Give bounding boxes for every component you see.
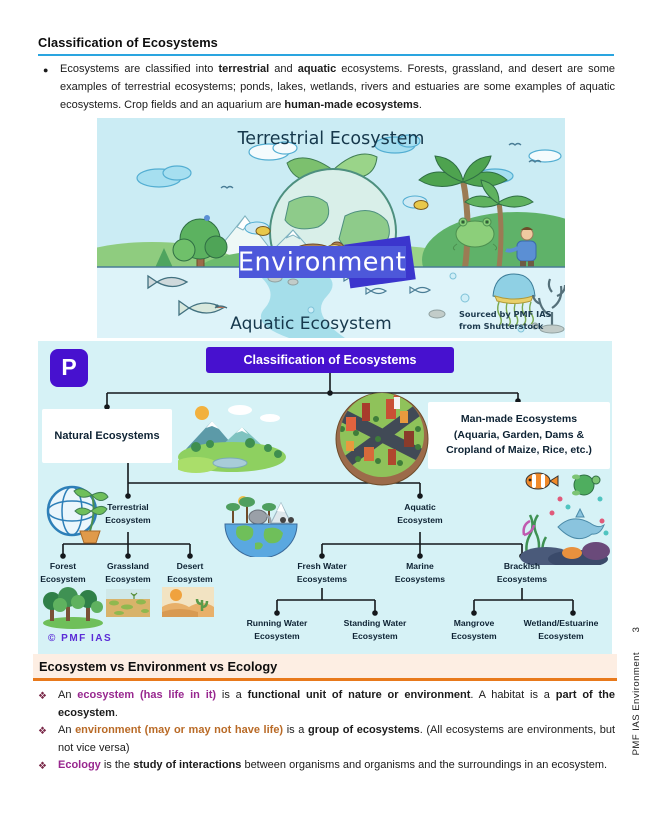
environment-label: Environment — [237, 247, 407, 278]
dolphin-icon — [558, 509, 604, 539]
bullet-ecology: ❖ Ecology is the study of interactions between organisms and organisms and the surroundings in an ecosystem. — [38, 757, 615, 776]
city-globe-illustration — [334, 391, 430, 487]
earth-wildlife-illustration — [221, 491, 301, 557]
node-mangrove-ecosystem: Mangrove Ecosystem — [451, 618, 497, 641]
section1-bullet — [38, 60, 615, 114]
grassland-thumbnail — [106, 589, 150, 617]
forest-thumbnail — [42, 587, 104, 629]
flowchart-copyright: © PMF IAS — [48, 633, 113, 644]
ecosystem-illustration — [97, 118, 565, 338]
bullet-environment: ❖ An environment (may or may not have life) is a group of ecosystems. (All ecosystems are environments, but not vice versa) — [38, 722, 615, 757]
classification-flowchart — [38, 341, 612, 656]
node-freshwater-ecosystems: Fresh Water Ecosystems — [296, 561, 348, 584]
node-marine-ecosystems: Marine Ecosystems — [394, 561, 446, 584]
diamond-marker: ❖ — [38, 761, 47, 772]
section2-heading: Ecosystem vs Environment vs Ecology — [33, 654, 617, 681]
node-wetland-estuarine-ecosystem: Wetland/Estuarine Ecosystem — [523, 618, 599, 641]
diamond-marker: ❖ — [38, 691, 47, 702]
illustration-title: Terrestrial Ecosystem — [237, 129, 425, 149]
aquatic-ecosystem-label: Aquatic Ecosystem — [230, 314, 392, 334]
flowchart-title: Classification of Ecosystems — [206, 347, 454, 373]
section1-heading: Classification of Ecosystems — [38, 35, 614, 56]
page-number: 3 — [631, 627, 642, 633]
credit-line1: Sourced by PMF IAS — [459, 309, 552, 319]
node-terrestrial-ecosystem: Terrestrial Ecosystem — [105, 502, 151, 525]
section2-bullets — [38, 687, 615, 776]
coral-reef-illustration — [516, 469, 610, 565]
node-brackish-ecosystems: Brackish Ecosystems — [496, 561, 548, 584]
node-aquatic-ecosystem: Aquatic Ecosystem — [397, 502, 443, 525]
node-grassland-ecosystem: Grassland Ecosystem — [105, 561, 151, 584]
bullet-ecosystem: ❖ An ecosystem (has life in it) is a functional unit of nature or environment. A habitat is a part of the ecosystem. — [38, 687, 615, 722]
bullet-dot-marker: ● — [43, 65, 49, 75]
node-forest-ecosystem: Forest Ecosystem — [40, 561, 86, 584]
pmfias-logo: P — [50, 349, 88, 387]
diamond-marker: ❖ — [38, 726, 47, 737]
credit-line2: from Shutterstock — [459, 321, 544, 331]
side-label-text: PMF IAS Environment — [631, 651, 642, 756]
desert-thumbnail — [162, 587, 214, 617]
section1-bullet-text: Ecosystems are classified into terrestrial and aquatic ecosystems. Forests, grassland, and desert are some examples of terrestrial ecosystems; ponds, lakes, wetlands, rivers and estuaries are some examples of aquatic ecosystems. Crop fields and an aquarium are human-made ecosystems. — [60, 63, 616, 111]
node-running-water-ecosystem: Running Water Ecosystem — [246, 618, 308, 641]
node-manmade-ecosystems: Man-made Ecosystems (Aquaria, Garden, Dams & Cropland of Maize, Rice, etc.) — [428, 402, 610, 469]
node-standing-water-ecosystem: Standing Water Ecosystem — [343, 618, 407, 641]
node-desert-ecosystem: Desert Ecosystem — [167, 561, 213, 584]
clownfish-icon — [526, 473, 558, 489]
turtle-icon — [572, 475, 600, 496]
page-side-label — [631, 627, 642, 755]
nature-scene-illustration — [178, 401, 286, 475]
node-natural-ecosystems: Natural Ecosystems — [42, 409, 172, 463]
